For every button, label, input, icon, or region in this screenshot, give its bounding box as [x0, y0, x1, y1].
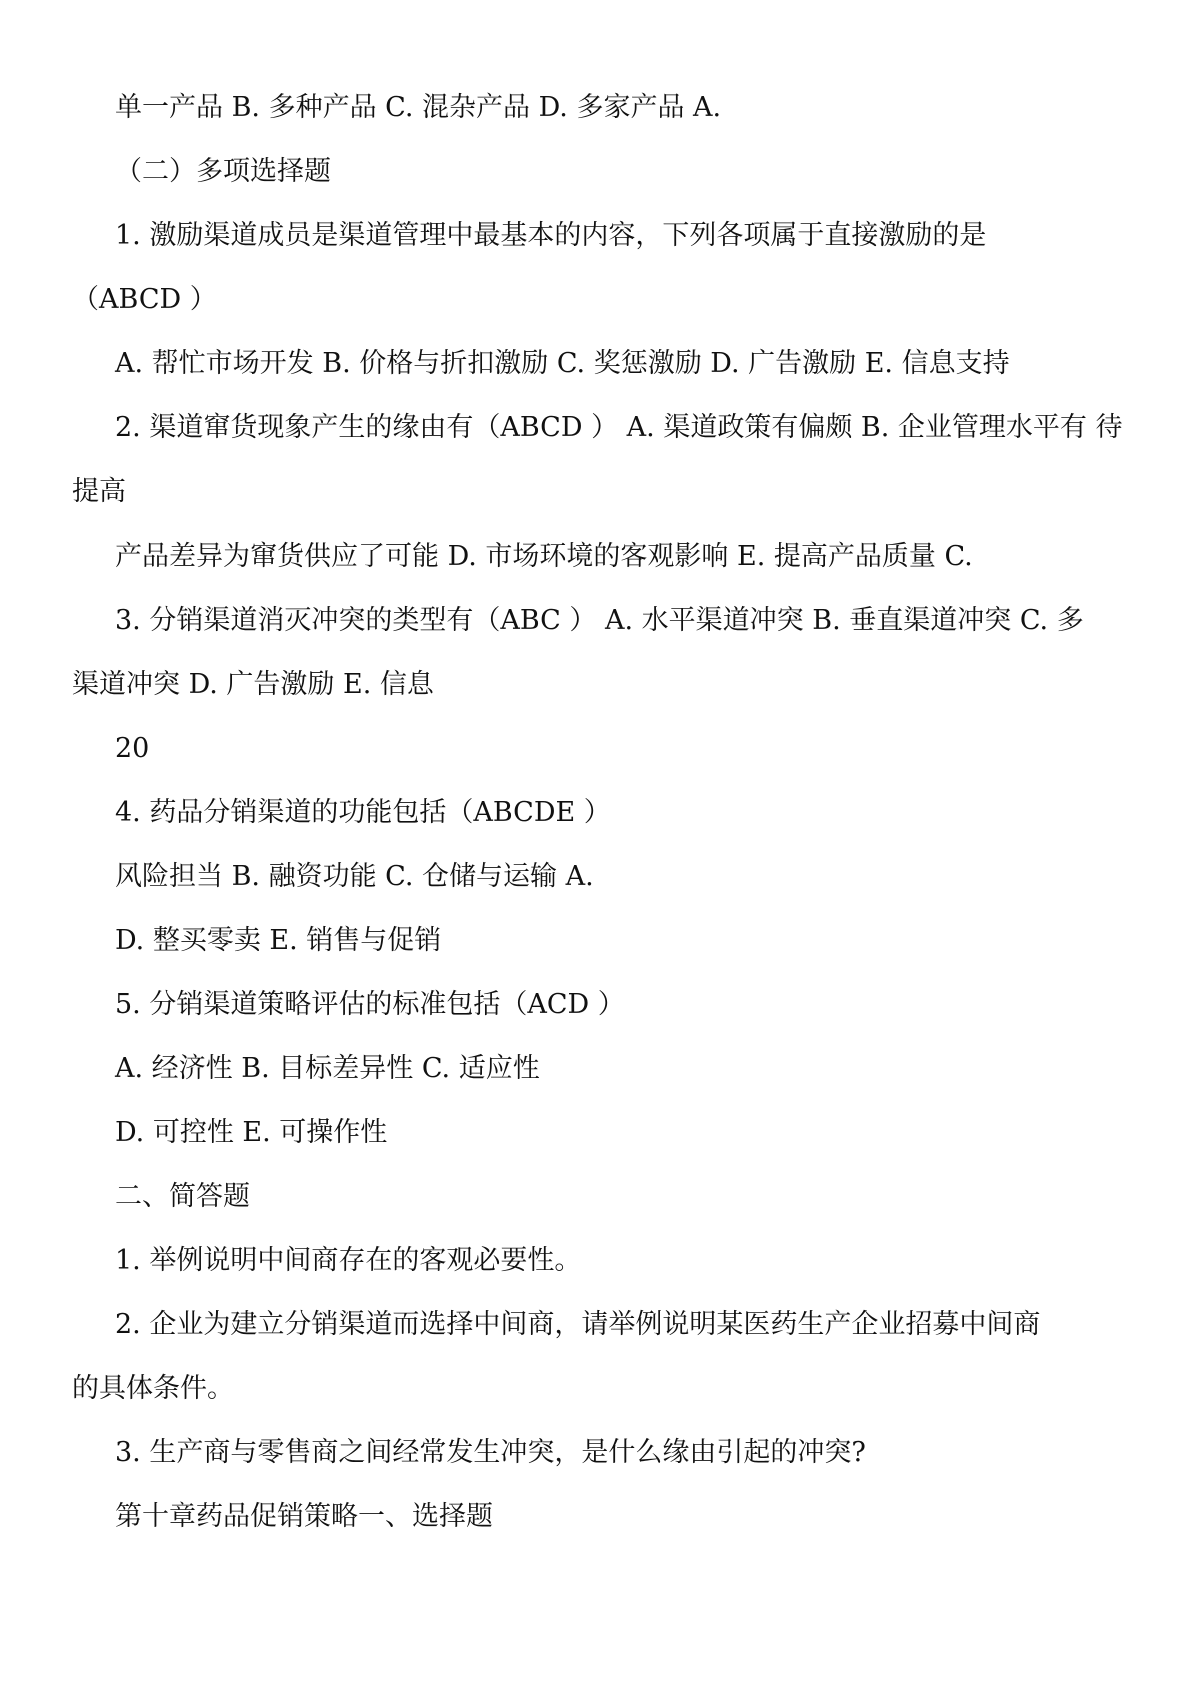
short-answer-question-3: 3. 生产商与零售商之间经常发生冲突，是什么缘由引起的冲突? [115, 1437, 866, 1468]
question-5-text: 5. 分销渠道策略评估的标准包括（ACD ） [115, 989, 625, 1020]
question-5-options-line-2: D. 可控性 E. 可操作性 [115, 1117, 388, 1148]
short-answer-question-2: 2. 企业为建立分销渠道而选择中间商，请举例说明某医药生产企业招募中间商 [115, 1309, 1041, 1340]
question-4-text: 4. 药品分销渠道的功能包括（ABCDE ） [115, 797, 611, 828]
question-2-text-continued: 提高 [72, 476, 126, 507]
question-2-text: 2. 渠道窜货现象产生的缘由有（ABCD ） A. 渠道政策有偏颇 B. 企业管理水平有 待 [115, 412, 1123, 443]
question-2-options: 产品差异为窜货供应了可能 D. 市场环境的客观影响 E. 提高产品质量 C. [115, 541, 973, 572]
question-5-options-line-1: A. 经济性 B. 目标差异性 C. 适应性 [115, 1053, 540, 1084]
question-3-text: 3. 分销渠道消灭冲突的类型有（ABC ） A. 水平渠道冲突 B. 垂直渠道冲突 C. 多 [115, 605, 1084, 636]
chapter-10-heading: 第十章药品促销策略一、选择题 [115, 1501, 493, 1532]
question-1-text: 1. 激励渠道成员是渠道管理中最基本的内容，下列各项属于直接激励的是 [115, 220, 987, 251]
short-answer-question-2-continued: 的具体条件。 [72, 1373, 234, 1404]
question-1-options: A. 帮忙市场开发 B. 价格与折扣激励 C. 奖惩激励 D. 广告激励 E. 信息支持 [115, 348, 1010, 379]
question-1-answer: （ABCD ） [72, 284, 217, 315]
text-line-single-product-options: 单一产品 B. 多种产品 C. 混杂产品 D. 多家产品 A. [115, 92, 722, 123]
question-3-text-continued: 渠道冲突 D. 广告激励 E. 信息 [72, 669, 434, 700]
section-heading-multiple-choice: （二）多项选择题 [115, 156, 331, 187]
section-heading-short-answer: 二、简答题 [115, 1181, 250, 1212]
page-number: 20 [115, 733, 150, 764]
short-answer-question-1: 1. 举例说明中间商存在的客观必要性。 [115, 1245, 582, 1276]
question-4-options-line-1: 风险担当 B. 融资功能 C. 仓储与运输 A. [115, 861, 594, 892]
question-4-options-line-2: D. 整买零卖 E. 销售与促销 [115, 925, 442, 956]
